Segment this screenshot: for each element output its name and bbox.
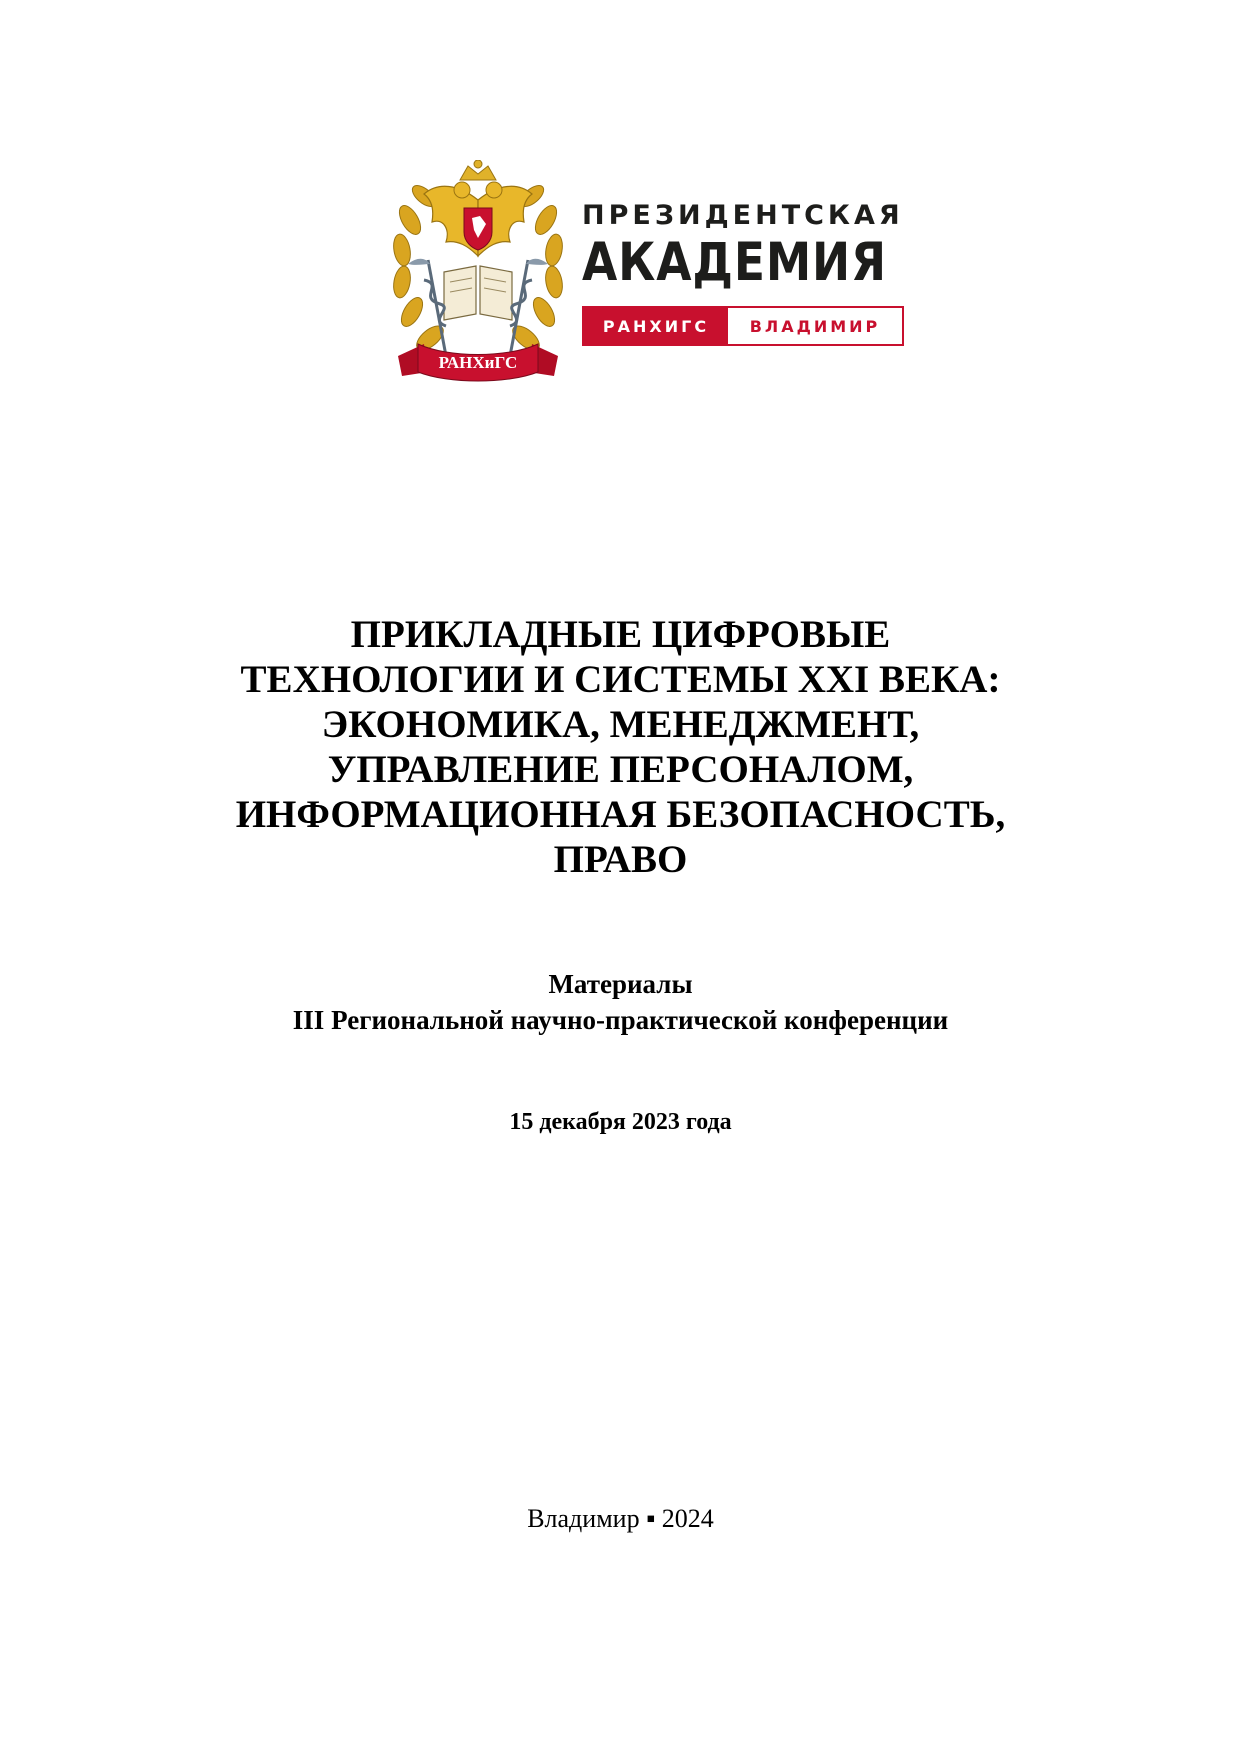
subtitle-line2: III Региональной научно-практической конференции — [292, 1005, 949, 1035]
publication-place-year: Владимир ▪ 2024 — [527, 1504, 714, 1533]
academy-wordmark — [582, 200, 902, 346]
badge-ranepa: РАНХИГС — [584, 308, 728, 344]
ranepa-coat-of-arms-icon — [388, 160, 568, 396]
branch-badge — [582, 306, 904, 346]
wordmark-line1: ПРЕЗИДЕНТСКАЯ — [582, 200, 904, 231]
subtitle-line1: Материалы — [548, 969, 693, 999]
title-line: ТЕХНОЛОГИИ И СИСТЕМЫ XXI ВЕКА: — [240, 658, 1001, 701]
wordmark-line2: АКАДЕМИЯ — [582, 232, 888, 293]
title-line: ПРАВО — [553, 838, 688, 881]
badge-city: ВЛАДИМИР — [749, 316, 881, 336]
document-subtitle — [150, 966, 1091, 1038]
academy-logo — [388, 160, 908, 400]
ribbon-text: РАНХиГС — [438, 353, 518, 372]
title-line: ИНФОРМАЦИОННАЯ БЕЗОПАСНОСТЬ, — [235, 793, 1006, 836]
title-line: УПРАВЛЕНИЕ ПЕРСОНАЛОМ, — [327, 748, 914, 791]
document-title — [150, 612, 1091, 882]
title-line: ЭКОНОМИКА, МЕНЕДЖМЕНТ, — [321, 703, 920, 746]
conference-date: 15 декабря 2023 года — [509, 1109, 732, 1135]
title-line: ПРИКЛАДНЫЕ ЦИФРОВЫЕ — [350, 613, 891, 656]
